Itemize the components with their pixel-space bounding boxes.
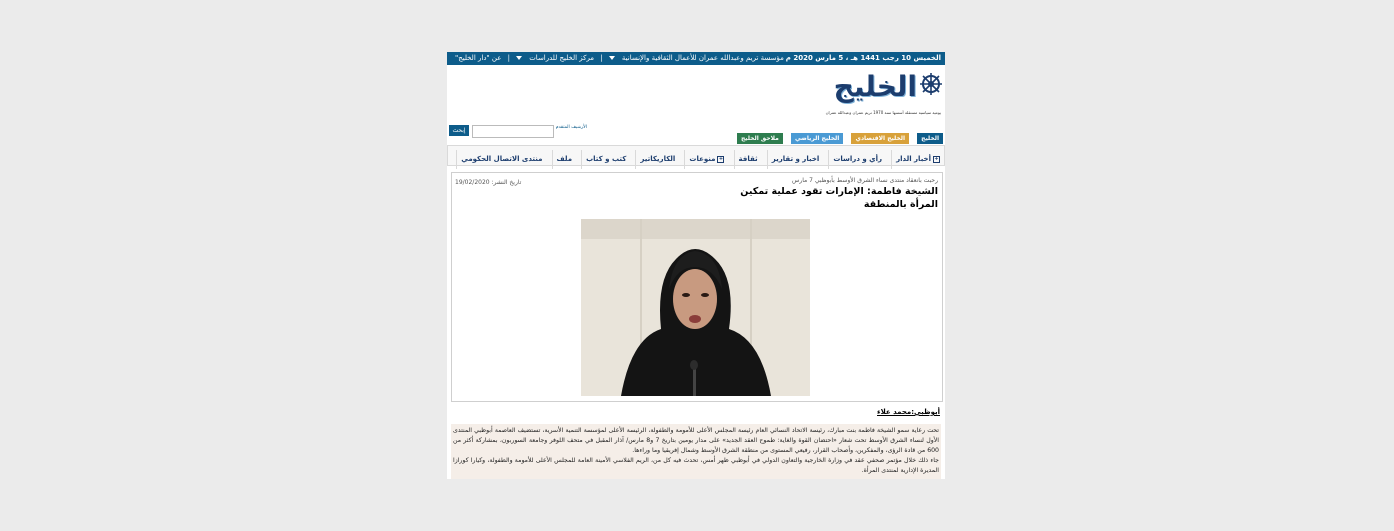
chevron-down-icon[interactable] <box>516 56 522 60</box>
nav-item-news-reports[interactable]: اخبار و تقارير <box>767 150 824 169</box>
logo-title: الخليج <box>833 70 917 103</box>
ship-wheel-icon <box>919 72 943 96</box>
nav-item-gov-forum[interactable]: منتدى الاتصال الحكومي <box>456 150 546 169</box>
tab-sports[interactable]: الخليج الرياضي <box>791 133 843 144</box>
nav-item-misc[interactable]: +منوعات <box>684 150 728 169</box>
article-byline: أبوظبي:محمد علاء <box>877 408 940 416</box>
page <box>447 52 945 479</box>
article-kicker: رحبت بانعقاد منتدى نساء الشرق الأوسط بأبوظبي 7 مارس <box>792 177 938 184</box>
tab-supplements[interactable]: ملاحق الخليج <box>737 133 783 144</box>
tab-economic[interactable]: الخليج الاقتصادي <box>851 133 909 144</box>
advanced-archive-link[interactable]: الأرشيف المتقدم <box>555 125 587 130</box>
chevron-down-icon[interactable] <box>609 56 615 60</box>
article-paragraph: جاء ذلك خلال مؤتمر صحفي عقد في وزارة الخارجية والتعاون الدولي في أبوظبي ظهر أمس، تحدث فيه كل من، الريم الفلاسي الأمينة العامة للمجلس الأعلى للأمومة والطفولة، وكيارا كورازا المديرة الإدارية لمنتدى المرأة. <box>453 457 939 474</box>
plus-icon: + <box>718 155 724 162</box>
article-headline: الشيخة فاطمة: الإمارات تقود عملية تمكين المرأة بالمنطقة <box>740 186 938 210</box>
link-foundation[interactable]: مؤسسة تريم وعبدالله عمران للأعمال الثقافية والإنسانية <box>621 54 784 62</box>
article-photo <box>581 219 810 396</box>
separator: | <box>600 54 603 62</box>
top-bar <box>447 52 945 65</box>
search-input[interactable] <box>472 125 554 138</box>
article-paragraph: تحت رعاية سمو الشيخة فاطمة بنت مبارك، رئيسة الاتحاد النسائي العام رئيسة المجلس الأعلى للأمومة والطفولة، الرئيسة الأعلى لمؤسسة التنمية الأسرية، تستضيف العاصمة أبوظبي المنتدى الأول لنساء الشرق الأوسط تحت شعار «احتضان القوة والغاية: طموح العقد الجديد» على مدار يومين بتاريخ 7 و8 مارس/ آذار المقبل في متحف اللوفر وجامعة السوربون، بمشاركة أكثر من 600 من قادة الرؤى، والمفكرين، وأصحاب القرار، رفيعي المستوى من منطقة الشرق الأوسط وشمال إفريقيا وما وراءها. <box>453 427 939 454</box>
nav-item-books[interactable]: كتب و كتاب <box>581 150 630 169</box>
nav-item-opinion[interactable]: رأي و دراسات <box>828 150 886 169</box>
publish-date: تاريخ النشر: 19/02/2020 <box>455 179 522 186</box>
top-links <box>451 52 784 65</box>
site-logo[interactable] <box>819 72 943 118</box>
logo-tagline: يومية سياسية مستقلة أسسها سنة 1970 تريم عمران وعبدالله عمران <box>825 110 941 115</box>
link-studies-center[interactable]: مركز الخليج للدراسات <box>529 54 595 62</box>
plus-icon: + <box>934 155 939 162</box>
article-card <box>451 172 943 402</box>
nav-item-caricature[interactable]: الكاريكاتير <box>635 150 679 169</box>
tab-khaleej[interactable]: الخليج <box>917 133 943 144</box>
nav-item-dar-news[interactable]: +أخبار الدار <box>891 150 944 169</box>
search-button[interactable]: إبحث <box>449 125 469 136</box>
article-body <box>451 424 941 479</box>
nav-item-culture[interactable]: ثقافة <box>734 150 762 169</box>
main-nav <box>447 145 945 166</box>
separator: | <box>507 54 510 62</box>
section-tabs <box>734 125 943 142</box>
nav-item-file[interactable]: ملف <box>552 150 577 169</box>
date-text: الخميس 10 رجب 1441 هـ ، 5 مارس 2020 م <box>785 54 941 62</box>
link-about[interactable]: عن "دار الخليج" <box>455 54 502 62</box>
